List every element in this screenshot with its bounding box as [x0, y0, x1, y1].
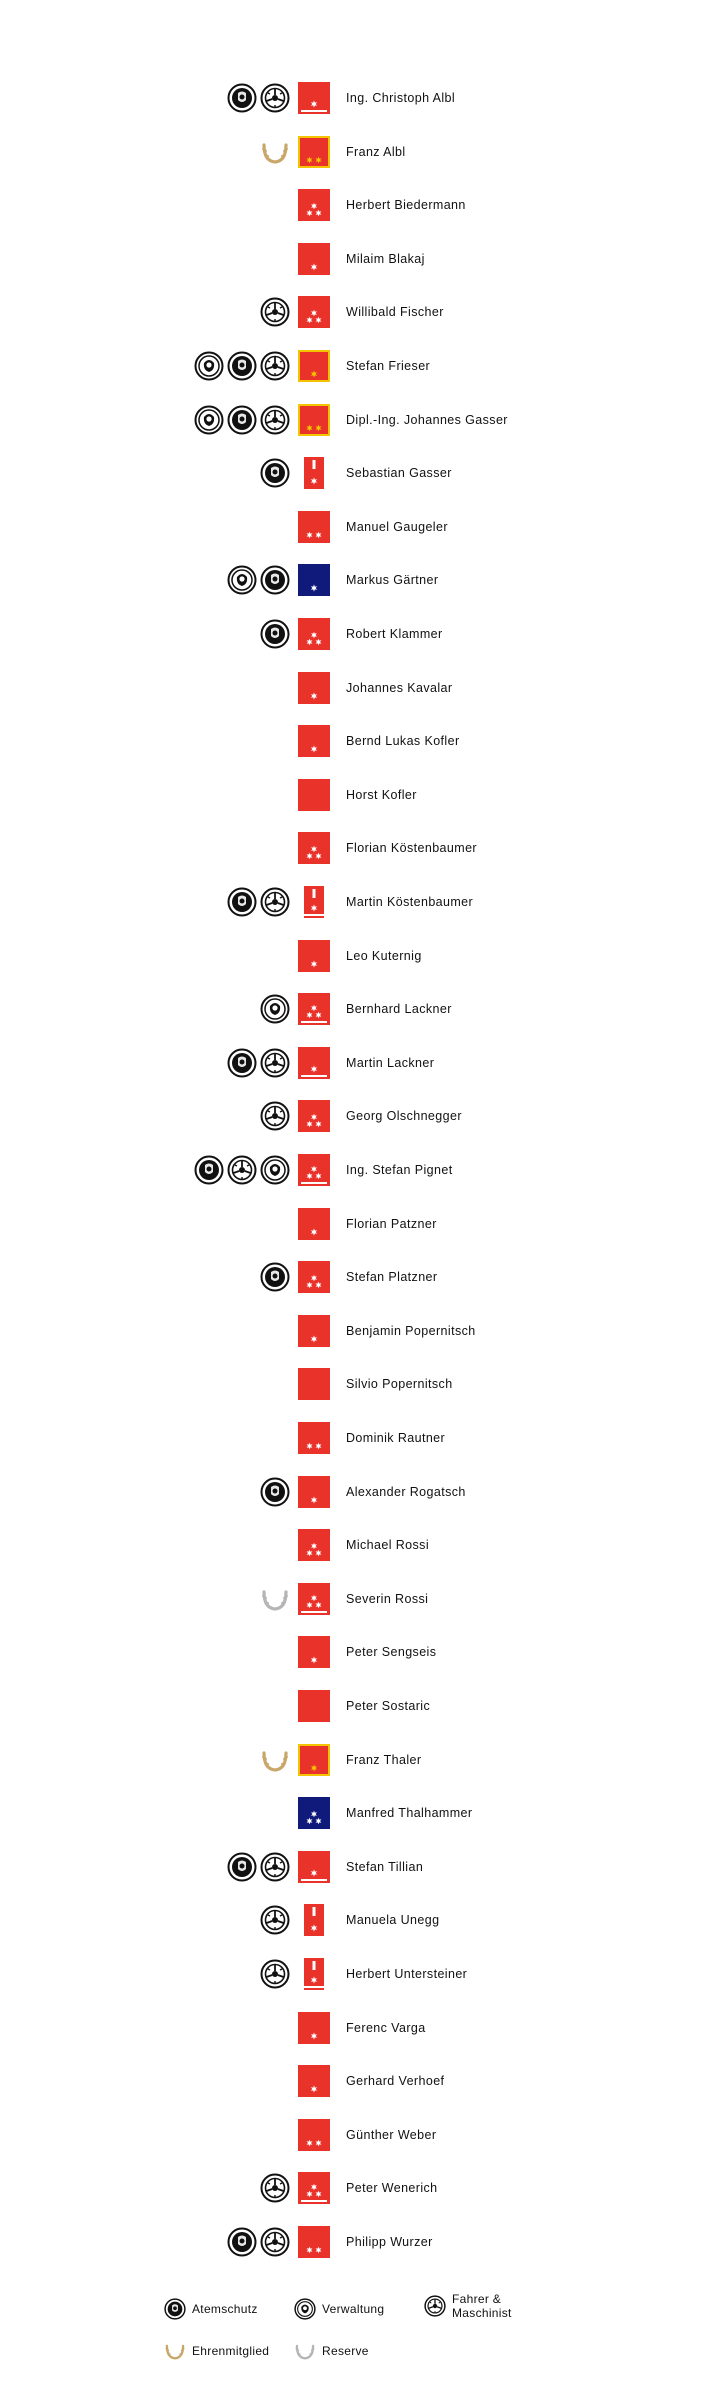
member-row [0, 1099, 720, 1133]
member-name: Milaim Blakaj [346, 251, 425, 266]
member-row [0, 403, 720, 437]
rank-insignia-icon [298, 457, 330, 489]
member-row [0, 81, 720, 115]
rank-insignia-icon [298, 1797, 330, 1829]
member-badges [227, 887, 290, 917]
atemschutz-icon [260, 1262, 290, 1292]
rank-insignia-icon [298, 672, 330, 704]
rank-insignia-icon [298, 1851, 330, 1883]
legend-label-verwaltung: Verwaltung [322, 2302, 385, 2316]
fahrer-icon [260, 1852, 290, 1882]
member-row [0, 617, 720, 651]
member-name: Peter Sostaric [346, 1699, 431, 1713]
rank-insignia-icon [298, 82, 330, 114]
atemschutz-icon [227, 405, 257, 435]
legend-item-reserve [294, 2340, 369, 2362]
member-name: Horst Kofler [346, 787, 417, 802]
member-badges [260, 1101, 290, 1131]
member-badges [260, 994, 290, 1024]
member-name: Johannes Kavalar [346, 680, 453, 695]
member-name: Günther Weber [346, 2127, 437, 2142]
member-badges [194, 351, 290, 381]
fahrer-icon [260, 351, 290, 381]
member-row [0, 295, 720, 329]
fahrer-icon [260, 83, 290, 113]
member-row [0, 939, 720, 973]
rank-insignia-icon [298, 1636, 330, 1668]
member-row [0, 563, 720, 597]
verwaltung-icon [227, 565, 257, 595]
member-row [0, 1314, 720, 1348]
member-name: Severin Rossi [346, 1591, 429, 1606]
member-row [0, 1689, 720, 1723]
member-row [0, 510, 720, 544]
member-row [0, 1743, 720, 1777]
rank-insignia-icon [298, 189, 330, 221]
member-name: Gerhard Verhoef [346, 2074, 445, 2089]
atemschutz-icon [164, 2298, 186, 2320]
member-name: Herbert Biedermann [346, 198, 466, 213]
member-row [0, 188, 720, 222]
rank-insignia-icon [298, 832, 330, 864]
member-name: Benjamin Popernitsch [346, 1323, 476, 1338]
legend [0, 2290, 720, 2370]
rank-insignia-icon [298, 2065, 330, 2097]
rank-insignia-icon [298, 243, 330, 275]
fahrer-icon [260, 405, 290, 435]
rank-insignia-icon [298, 1422, 330, 1454]
member-badges [260, 458, 290, 488]
legend-item-ehrenmitglied [164, 2340, 269, 2362]
rank-insignia-icon [298, 779, 330, 811]
fahrer-icon [227, 1155, 257, 1185]
member-badges [260, 1905, 290, 1935]
fahrer-icon [260, 887, 290, 917]
member-name: Florian Patzner [346, 1216, 437, 1231]
rank-insignia-icon [298, 2172, 330, 2204]
legend-item-verwaltung [294, 2298, 384, 2320]
rank-insignia-icon [298, 1100, 330, 1132]
member-name: Philipp Wurzer [346, 2235, 433, 2249]
silver-laurel-icon [260, 1584, 290, 1614]
rank-insignia-icon [298, 2226, 330, 2258]
member-row [0, 1046, 720, 1080]
member-row [0, 456, 720, 490]
rank-insignia-icon [298, 564, 330, 596]
rank-insignia-icon [298, 1529, 330, 1561]
fahrer-icon [260, 1959, 290, 1989]
member-badges [194, 405, 290, 435]
member-name: Stefan Platzner [346, 1270, 438, 1285]
member-name: Silvio Popernitsch [346, 1377, 453, 1392]
member-badges [227, 565, 290, 595]
member-row [0, 1421, 720, 1455]
rank-insignia-icon [298, 136, 330, 168]
fahrer-icon [424, 2295, 446, 2317]
atemschutz-icon [227, 887, 257, 917]
member-badges [260, 1745, 290, 1775]
member-row [0, 242, 720, 276]
member-badges [194, 1155, 290, 1185]
member-name: Manfred Thalhammer [346, 1806, 473, 1821]
legend-label-reserve: Reserve [322, 2344, 369, 2358]
member-badges [260, 2173, 290, 2203]
member-badges [227, 1852, 290, 1882]
legend-item-atemschutz [164, 2298, 258, 2320]
member-row [0, 724, 720, 758]
member-name: Dipl.-Ing. Johannes Gasser [346, 412, 508, 427]
member-badges [227, 83, 290, 113]
member-badges [260, 619, 290, 649]
member-name: Robert Klammer [346, 627, 443, 641]
rank-insignia-icon [298, 1476, 330, 1508]
atemschutz-icon [260, 458, 290, 488]
member-row [0, 135, 720, 169]
member-badges [260, 137, 290, 167]
member-badges [227, 2227, 290, 2257]
rank-insignia-icon [298, 1315, 330, 1347]
atemschutz-icon [260, 1477, 290, 1507]
rank-insignia-icon [298, 1154, 330, 1186]
member-name: Peter Sengseis [346, 1645, 437, 1660]
rank-insignia-icon [298, 940, 330, 972]
member-name: Peter Wenerich [346, 2181, 438, 2196]
member-name: Willibald Fischer [346, 305, 444, 320]
member-row [0, 1207, 720, 1241]
member-badges [260, 1959, 290, 1989]
rank-insignia-icon [298, 886, 330, 918]
rank-insignia-icon [298, 1368, 330, 1400]
atemschutz-icon [227, 351, 257, 381]
verwaltung-icon [260, 1155, 290, 1185]
member-name: Alexander Rogatsch [346, 1484, 466, 1499]
member-row [0, 1850, 720, 1884]
rank-insignia-icon [298, 511, 330, 543]
rank-insignia-icon [298, 296, 330, 328]
rank-insignia-icon [298, 1690, 330, 1722]
member-badges [260, 1584, 290, 1614]
atemschutz-icon [227, 1048, 257, 1078]
member-name: Ing. Christoph Albl [346, 91, 456, 105]
rank-insignia-icon [298, 1047, 330, 1079]
member-name: Herbert Untersteiner [346, 1967, 468, 1981]
member-name: Franz Albl [346, 144, 406, 159]
rank-insignia-icon [298, 1744, 330, 1776]
member-row [0, 1260, 720, 1294]
member-row [0, 992, 720, 1026]
member-name: Michael Rossi [346, 1538, 430, 1553]
member-row [0, 2225, 720, 2259]
atemschutz-icon [227, 83, 257, 113]
atemschutz-icon [194, 1155, 224, 1185]
atemschutz-icon [227, 2227, 257, 2257]
member-row [0, 1796, 720, 1830]
member-name: Florian Köstenbaumer [346, 841, 477, 856]
silver-laurel-icon [294, 2340, 316, 2362]
member-name: Bernd Lukas Kofler [346, 734, 460, 749]
member-row [0, 2064, 720, 2098]
rank-insignia-icon [298, 1261, 330, 1293]
verwaltung-icon [194, 405, 224, 435]
member-row [0, 778, 720, 812]
member-name: Manuel Gaugeler [346, 519, 448, 534]
verwaltung-icon [294, 2298, 316, 2320]
rank-insignia-icon [298, 618, 330, 650]
member-name: Ing. Stefan Pignet [346, 1163, 453, 1177]
member-row [0, 671, 720, 705]
member-badges [260, 1477, 290, 1507]
legend-label-atemschutz: Atemschutz [192, 2302, 258, 2316]
member-row [0, 1582, 720, 1616]
member-badges [227, 1048, 290, 1078]
fahrer-icon [260, 2173, 290, 2203]
gold-laurel-icon [260, 1745, 290, 1775]
atemschutz-icon [227, 1852, 257, 1882]
member-row [0, 2171, 720, 2205]
fahrer-icon [260, 2227, 290, 2257]
member-name: Dominik Rautner [346, 1431, 446, 1445]
member-name: Stefan Tillian [346, 1859, 424, 1874]
member-row [0, 2011, 720, 2045]
member-name: Ferenc Varga [346, 2020, 426, 2035]
member-row [0, 349, 720, 383]
member-row [0, 1903, 720, 1937]
gold-laurel-icon [260, 137, 290, 167]
rank-insignia-icon [298, 1583, 330, 1615]
member-name: Manuela Unegg [346, 1913, 440, 1928]
member-name: Bernhard Lackner [346, 1002, 452, 1017]
rank-insignia-icon [298, 404, 330, 436]
rank-insignia-icon [298, 1958, 330, 1990]
member-name: Markus Gärtner [346, 573, 439, 588]
member-row [0, 2118, 720, 2152]
member-badges [260, 297, 290, 327]
member-name: Sebastian Gasser [346, 466, 452, 481]
member-row [0, 1475, 720, 1509]
legend-label-fahrer: Fahrer & Maschinist [452, 2292, 512, 2320]
gold-laurel-icon [164, 2340, 186, 2362]
fahrer-icon [260, 1101, 290, 1131]
rank-insignia-icon [298, 1904, 330, 1936]
member-name: Leo Kuternig [346, 948, 422, 963]
rank-insignia-icon [298, 2012, 330, 2044]
member-row [0, 831, 720, 865]
atemschutz-icon [260, 565, 290, 595]
member-name: Franz Thaler [346, 1752, 422, 1767]
member-name: Martin Köstenbaumer [346, 895, 474, 909]
member-badges [260, 1262, 290, 1292]
member-row [0, 1153, 720, 1187]
rank-insignia-icon [298, 1208, 330, 1240]
member-row [0, 1528, 720, 1562]
rank-insignia-icon [298, 2119, 330, 2151]
atemschutz-icon [260, 619, 290, 649]
rank-insignia-icon [298, 993, 330, 1025]
member-name: Stefan Frieser [346, 359, 431, 373]
member-name: Georg Olschnegger [346, 1109, 462, 1124]
member-row [0, 1957, 720, 1991]
verwaltung-icon [260, 994, 290, 1024]
member-row [0, 885, 720, 919]
member-row [0, 1367, 720, 1401]
legend-item-fahrer [424, 2292, 532, 2320]
member-name: Martin Lackner [346, 1055, 435, 1070]
member-row [0, 1635, 720, 1669]
legend-label-ehrenmitglied: Ehrenmitglied [192, 2344, 270, 2358]
fahrer-icon [260, 1905, 290, 1935]
rank-insignia-icon [298, 350, 330, 382]
fahrer-icon [260, 297, 290, 327]
rank-insignia-icon [298, 725, 330, 757]
fahrer-icon [260, 1048, 290, 1078]
verwaltung-icon [194, 351, 224, 381]
